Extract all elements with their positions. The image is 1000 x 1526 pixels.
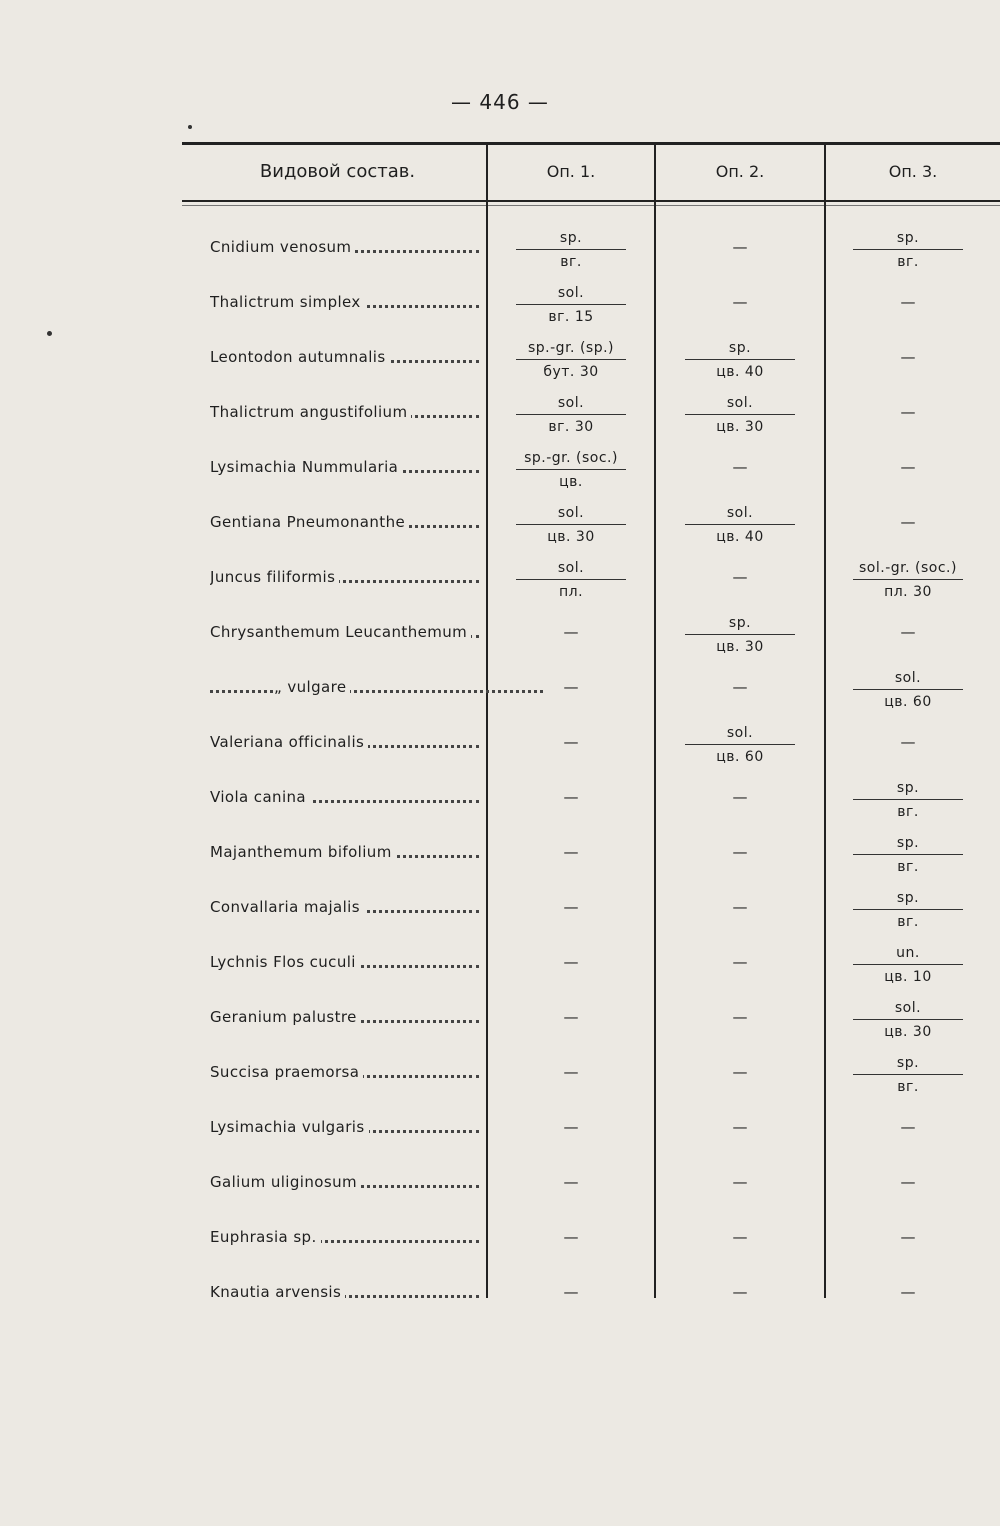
table-row: [0, 283, 1000, 338]
table-row: [0, 1053, 1000, 1108]
empty-cell-dash: —: [900, 1118, 916, 1136]
fraction-bar: [853, 249, 963, 250]
table-row: [0, 393, 1000, 448]
species-name: [210, 348, 485, 366]
phenology-value: цв. 60: [884, 694, 932, 710]
phenology-value: цв.: [559, 474, 583, 490]
species-name-text: Thalictrum angustifolium: [210, 403, 411, 421]
empty-cell-dash: —: [732, 678, 748, 696]
species-name: [210, 788, 485, 806]
page-number: — 446 —: [451, 90, 549, 114]
species-name-text: Majanthemum bifolium: [210, 843, 396, 861]
phenology-value: бут. 30: [543, 364, 599, 380]
species-name: [210, 678, 549, 696]
empty-cell-dash: —: [563, 953, 579, 971]
speck-mark: [188, 125, 192, 129]
fraction-cell: [685, 393, 795, 437]
fraction-bar: [516, 469, 626, 470]
table-row: [0, 503, 1000, 558]
fraction-cell: [516, 448, 626, 492]
fraction-cell: [516, 228, 626, 272]
species-name: [210, 238, 485, 256]
phenology-value: вг.: [897, 1079, 919, 1095]
empty-cell-dash: —: [563, 1228, 579, 1246]
empty-cell-dash: —: [563, 1173, 579, 1191]
fraction-bar: [685, 634, 795, 635]
species-name-text: Geranium palustre: [210, 1008, 361, 1026]
table-row: [0, 723, 1000, 778]
species-name-text: Leontodon autumnalis: [210, 348, 390, 366]
fraction-bar: [853, 689, 963, 690]
phenology-value: вг.: [897, 914, 919, 930]
fraction-bar: [853, 854, 963, 855]
table-row: [0, 943, 1000, 998]
fraction-cell: [853, 668, 963, 712]
abundance-value: sol.: [726, 725, 754, 741]
empty-cell-dash: —: [732, 1228, 748, 1246]
abundance-value: sol.: [557, 560, 585, 576]
table-row: [0, 338, 1000, 393]
fraction-cell: [516, 338, 626, 382]
fraction-cell: [853, 558, 963, 602]
empty-cell-dash: —: [732, 1063, 748, 1081]
empty-cell-dash: —: [563, 1283, 579, 1301]
empty-cell-dash: —: [563, 733, 579, 751]
abundance-value: sol.: [726, 505, 754, 521]
abundance-value: sp.: [896, 230, 920, 246]
abundance-value: sol.: [726, 395, 754, 411]
table-row: [0, 888, 1000, 943]
fraction-cell: [685, 338, 795, 382]
fraction-bar: [853, 964, 963, 965]
fraction-cell: [853, 778, 963, 822]
top-rule: [182, 142, 1000, 145]
species-name-text: Lysimachia Nummularia: [210, 458, 402, 476]
fraction-cell: [853, 998, 963, 1042]
fraction-cell: [516, 503, 626, 547]
species-name: [210, 953, 485, 971]
species-name-text: Gentiana Pneumonanthe: [210, 513, 409, 531]
empty-cell-dash: —: [900, 1173, 916, 1191]
fraction-cell: [853, 228, 963, 272]
abundance-value: un.: [896, 945, 920, 961]
fraction-bar: [685, 414, 795, 415]
species-name-text: Galium uliginosum: [210, 1173, 361, 1191]
abundance-value: sol.: [894, 1000, 922, 1016]
species-name: [210, 1118, 485, 1136]
fraction-bar: [853, 579, 963, 580]
empty-cell-dash: —: [563, 898, 579, 916]
abundance-value: sol.: [894, 670, 922, 686]
empty-cell-dash: —: [732, 1173, 748, 1191]
species-name: [210, 1228, 485, 1246]
fraction-cell: [853, 943, 963, 987]
fraction-bar: [853, 909, 963, 910]
fraction-bar: [516, 414, 626, 415]
phenology-value: вг. 15: [548, 309, 594, 325]
species-name: [210, 403, 485, 421]
species-name: [210, 513, 485, 531]
table-row: [0, 778, 1000, 833]
species-name: [210, 898, 485, 916]
abundance-value: sol.: [557, 505, 585, 521]
fraction-cell: [516, 393, 626, 437]
species-name-text: Thalictrum simplex: [210, 293, 365, 311]
phenology-value: пл. 30: [884, 584, 932, 600]
fraction-bar: [685, 524, 795, 525]
abundance-value: sp.: [728, 615, 752, 631]
table-row: [0, 668, 1000, 723]
empty-cell-dash: —: [732, 293, 748, 311]
fraction-cell: [853, 888, 963, 932]
table-row: [0, 613, 1000, 668]
empty-cell-dash: —: [563, 1063, 579, 1081]
species-name: [210, 568, 485, 586]
abundance-value: sp.: [896, 1055, 920, 1071]
phenology-value: вг.: [897, 859, 919, 875]
empty-cell-dash: —: [900, 403, 916, 421]
table-row: [0, 833, 1000, 888]
table-row: [0, 998, 1000, 1053]
empty-cell-dash: —: [900, 348, 916, 366]
species-name-text: Viola canina: [210, 788, 310, 806]
empty-cell-dash: —: [732, 568, 748, 586]
table-row: [0, 558, 1000, 613]
phenology-value: цв. 40: [716, 529, 764, 545]
species-name-text: Convallaria majalis: [210, 898, 364, 916]
fraction-bar: [516, 304, 626, 305]
fraction-bar: [685, 744, 795, 745]
fraction-bar: [853, 799, 963, 800]
header-col3: Оп. 3.: [888, 162, 938, 181]
abundance-value: sp.-gr. (soc.): [524, 450, 618, 466]
species-name-text: Valeriana officinalis: [210, 733, 368, 751]
fraction-bar: [853, 1074, 963, 1075]
empty-cell-dash: —: [900, 623, 916, 641]
phenology-value: цв. 30: [884, 1024, 932, 1040]
empty-cell-dash: —: [563, 623, 579, 641]
fraction-bar: [516, 359, 626, 360]
species-name-text: Juncus filiformis: [210, 568, 339, 586]
empty-cell-dash: —: [732, 458, 748, 476]
fraction-cell: [853, 833, 963, 877]
table-row: [0, 1163, 1000, 1218]
empty-cell-dash: —: [900, 733, 916, 751]
abundance-value: sp.-gr. (sp.): [528, 340, 614, 356]
empty-cell-dash: —: [900, 513, 916, 531]
empty-cell-dash: —: [732, 898, 748, 916]
empty-cell-dash: —: [900, 1283, 916, 1301]
empty-cell-dash: —: [732, 843, 748, 861]
phenology-value: вг.: [560, 254, 582, 270]
fraction-cell: [685, 503, 795, 547]
abundance-value: sp.: [896, 890, 920, 906]
header-rule: [182, 200, 1000, 202]
empty-cell-dash: —: [900, 458, 916, 476]
abundance-value: sp.: [728, 340, 752, 356]
dot-leader: [210, 690, 543, 693]
phenology-value: цв. 30: [547, 529, 595, 545]
species-name-text: Knautia arvensis: [210, 1283, 345, 1301]
header-rule-second: [182, 205, 1000, 206]
fraction-bar: [516, 579, 626, 580]
table-row: [0, 1108, 1000, 1163]
phenology-value: вг.: [897, 804, 919, 820]
phenology-value: цв. 10: [884, 969, 932, 985]
fraction-cell: [685, 613, 795, 657]
phenology-value: цв. 30: [716, 639, 764, 655]
header-col1: Оп. 1.: [546, 162, 596, 181]
fraction-bar: [685, 359, 795, 360]
empty-cell-dash: —: [563, 843, 579, 861]
species-name-text: Chrysanthemum Leucanthemum: [210, 623, 471, 641]
table-row: [0, 1273, 1000, 1328]
empty-cell-dash: —: [563, 1118, 579, 1136]
header-col2: Оп. 2.: [715, 162, 765, 181]
abundance-value: sp.: [896, 835, 920, 851]
empty-cell-dash: —: [732, 1008, 748, 1026]
empty-cell-dash: —: [900, 293, 916, 311]
abundance-value: sol.: [557, 395, 585, 411]
phenology-value: цв. 40: [716, 364, 764, 380]
fraction-cell: [516, 283, 626, 327]
species-name: [210, 1008, 485, 1026]
species-name: [210, 733, 485, 751]
phenology-value: цв. 30: [716, 419, 764, 435]
empty-cell-dash: —: [732, 788, 748, 806]
table-row: [0, 228, 1000, 283]
empty-cell-dash: —: [563, 678, 579, 696]
empty-cell-dash: —: [732, 1118, 748, 1136]
species-name-text: Lychnis Flos cuculi: [210, 953, 360, 971]
empty-cell-dash: —: [563, 788, 579, 806]
species-name-text: Cnidium venosum: [210, 238, 355, 256]
fraction-bar: [853, 1019, 963, 1020]
fraction-bar: [516, 524, 626, 525]
empty-cell-dash: —: [732, 238, 748, 256]
phenology-value: вг. 30: [548, 419, 594, 435]
species-name: [210, 843, 485, 861]
species-name: [210, 1283, 485, 1301]
species-name: [210, 1173, 485, 1191]
abundance-value: sp.: [559, 230, 583, 246]
fraction-cell: [516, 558, 626, 602]
table-row: [0, 448, 1000, 503]
phenology-value: вг.: [897, 254, 919, 270]
header-species: Видовой состав.: [259, 161, 416, 182]
empty-cell-dash: —: [732, 1283, 748, 1301]
species-name-text: Lysimachia vulgaris: [210, 1118, 369, 1136]
table-row: [0, 1218, 1000, 1273]
species-name-text: „ vulgare: [274, 678, 350, 696]
species-name-text: Succisa praemorsa: [210, 1063, 363, 1081]
species-name: [210, 458, 485, 476]
fraction-cell: [853, 1053, 963, 1097]
species-name: [210, 293, 485, 311]
fraction-cell: [685, 723, 795, 767]
abundance-value: sp.: [896, 780, 920, 796]
empty-cell-dash: —: [900, 1228, 916, 1246]
abundance-value: sol.-gr. (soc.): [859, 560, 957, 576]
empty-cell-dash: —: [563, 1008, 579, 1026]
species-name: [210, 623, 485, 641]
abundance-value: sol.: [557, 285, 585, 301]
fraction-bar: [516, 249, 626, 250]
phenology-value: цв. 60: [716, 749, 764, 765]
phenology-value: пл.: [558, 584, 584, 600]
species-name-text: Euphrasia sp.: [210, 1228, 321, 1246]
empty-cell-dash: —: [732, 953, 748, 971]
species-name: [210, 1063, 485, 1081]
